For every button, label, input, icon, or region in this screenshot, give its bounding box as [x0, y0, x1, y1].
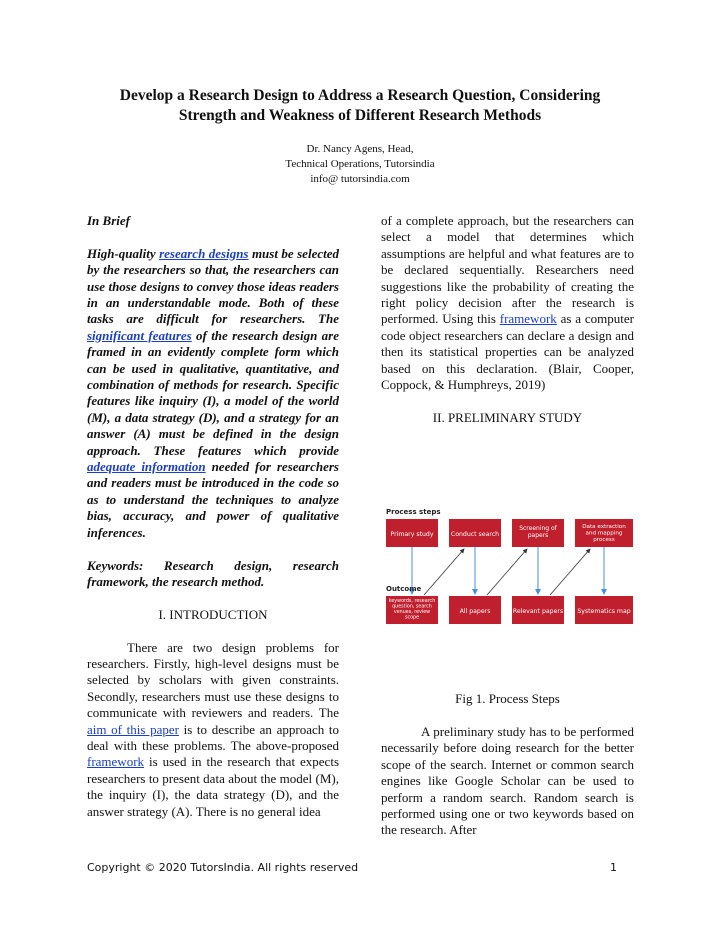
- step-2-label: Conduct search: [450, 531, 500, 538]
- author-name: Dr. Nancy Agens, Head,: [306, 143, 414, 155]
- framework-link-right[interactable]: framework: [499, 311, 557, 327]
- brief-text-a: High-quality: [87, 245, 160, 261]
- right-column: [381, 213, 634, 426]
- aim-of-paper-link[interactable]: aim of this paper: [87, 721, 179, 737]
- introduction-heading: I. INTRODUCTION: [158, 606, 268, 622]
- paper-title: [60, 86, 660, 126]
- outcome-1-label: keywords, research question, search venues, review scope: [388, 599, 436, 621]
- preliminary-study-paragraph: A preliminary study has to be performed necessarily before doing research for the better scope of the search. Internet or common search engines like Google Scholar can be used to perform a random search. Random search is performed using one or two keywords based on the research. After: [381, 724, 634, 838]
- author-email: info@ tutorsindia.com: [310, 173, 410, 185]
- figure-caption: Fig 1. Process Steps: [455, 691, 560, 706]
- brief-text-d: needed for researchers and readers must be introduced in the code so as to understand the techniques to analyze bias, accuracy, and power of qualitative inferences.: [87, 459, 339, 540]
- outcome-2-label: All papers: [459, 608, 491, 615]
- process-steps-figure: [384, 505, 636, 625]
- outcome-3-label: Relevant papers: [512, 608, 564, 615]
- brief-text-b: must be selected by the researchers so that, the researchers can use those designs to convey those ideas readers in an understandable mode. Both of these tasks are difficult for researchers. The: [87, 245, 339, 327]
- title-line-2: Strength and Weakness of Different Research Methods: [178, 107, 542, 124]
- right-text-b: as a computer code object researchers can declare a design and then its statistical properties can be analyzed based on this declaration. (Blair, Cooper, Coppock, & Humphreys, 2019): [381, 311, 634, 393]
- step-1-label: Primary study: [390, 531, 434, 538]
- step-4-label: Data extraction and mapping process: [582, 524, 626, 543]
- page-number: 1: [610, 861, 617, 874]
- copyright-text: Copyright © 2020 TutorsIndia. All rights reserved: [87, 861, 359, 874]
- author-block: [60, 142, 660, 187]
- preliminary-study-heading: II. PRELIMINARY STUDY: [432, 409, 583, 425]
- process-steps-label: Process steps: [386, 508, 441, 516]
- brief-text-c: of the research design are framed in an evidently complete form which can be used in qualitative, quantitative, and combination of methods for research. Specific features like inquiry (I), a model of the world (M), a data strategy (D), and a strategy for an answer (A) must be defined in the design approach. These features which provide: [87, 327, 339, 458]
- in-brief-paragraph: [87, 246, 339, 541]
- intro-text-a: There are two design problems for researchers. Firstly, high-level designs must be selected by scholars with given constraints. Secondly, researchers must use these designs to communicate with reviewers and readers. The: [87, 639, 339, 721]
- process-diagram: [384, 505, 636, 625]
- right-column-continued: [381, 724, 634, 839]
- outcome-label: Outcome: [386, 585, 422, 593]
- adequate-information-link[interactable]: adequate information: [87, 459, 206, 475]
- in-brief-section: [87, 213, 339, 590]
- title-line-1: Develop a Research Design to Address a Research Question, Considering: [119, 87, 601, 104]
- framework-link-left[interactable]: framework: [87, 754, 145, 770]
- outcome-4-label: Systematics map: [577, 608, 631, 615]
- step-3-label: Screening of papers: [519, 525, 557, 539]
- significant-features-link[interactable]: significant features: [87, 327, 192, 343]
- left-column: [87, 213, 339, 820]
- page-footer: [87, 861, 617, 874]
- right-text-a: of a complete approach, but the researchers can select a model that determines which assumptions are helpful and what features are to be declared sequentially. Researchers need suggestions like the probability of creating the right policy decision after the research is performed. Using this: [381, 213, 634, 327]
- keywords: Keywords: Research design, research framework, the research method.: [87, 557, 339, 589]
- research-designs-link[interactable]: research designs: [159, 245, 249, 261]
- intro-text-b: is to describe an approach to deal with these problems. The above-proposed: [87, 721, 339, 753]
- right-paragraph-1: [381, 213, 634, 393]
- introduction-paragraph: [87, 640, 339, 820]
- intro-text-c: is used in the research that expects researchers to present data about the model (M), the inquiry (I), the data strategy (D), and the answer strategy (A). There is no general idea: [87, 754, 339, 819]
- author-affiliation: Technical Operations, Tutorsindia: [285, 158, 435, 170]
- in-brief-heading: In Brief: [87, 213, 130, 228]
